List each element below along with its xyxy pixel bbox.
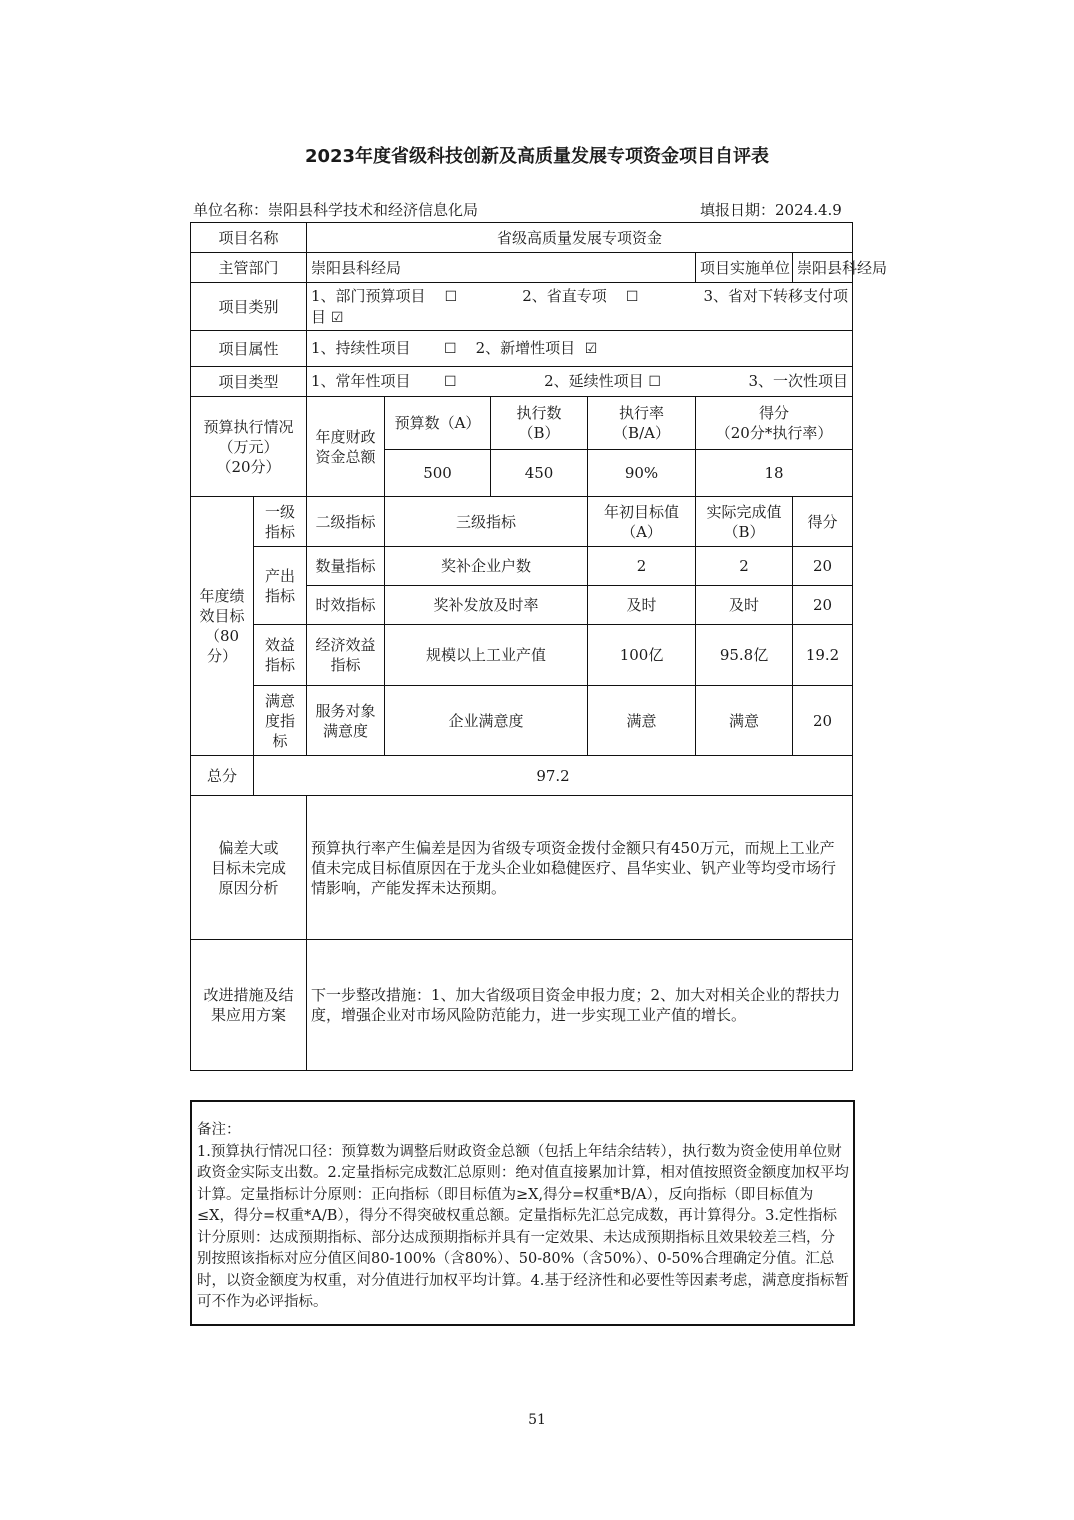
date-value: 2024.4.9 (775, 201, 842, 219)
budget-label: 预算执行情况 （万元） （20分） (191, 397, 307, 497)
budget-value-score: 18 (696, 450, 853, 497)
score-cell: 20 (793, 686, 853, 756)
checkbox-icon[interactable]: ☐ (443, 341, 457, 357)
page-number: 51 (528, 1412, 546, 1428)
header-score: 得分 (793, 497, 853, 547)
type-options (307, 367, 853, 397)
checkbox-icon[interactable]: ☐ (444, 288, 458, 305)
project-name-value: 省级高质量发展专项资金 (307, 223, 853, 253)
total-row (191, 756, 853, 796)
score-cell: 20 (793, 547, 853, 586)
checked-box-icon[interactable]: ☑ (330, 309, 344, 326)
budget-total-label: 年度财政资金总额 (307, 397, 385, 497)
header-level3: 三级指标 (385, 497, 588, 547)
level3-cell: 企业满意度 (385, 686, 588, 756)
impl-unit-value: 崇阳县科经局 (793, 253, 853, 283)
category-opt1: 1、部门预算项目 (311, 286, 426, 305)
checkbox-icon[interactable]: ☐ (648, 374, 661, 390)
deviation-label: 偏差大或 目标未完成 原因分析 (191, 796, 307, 940)
type-opt1: 1、常年性项目 (311, 372, 411, 390)
level1-satisfaction: 满意 度指 标 (254, 686, 307, 756)
level1-benefit: 效益 指标 (254, 625, 307, 686)
budget-value-rate: 90% (588, 450, 696, 497)
project-name-row (191, 223, 853, 253)
attribute-options (307, 331, 853, 367)
header-actual: 实际完成值 （B） (696, 497, 793, 547)
attribute-opt1: 1、持续性项目 (311, 339, 411, 357)
notes-box (190, 1100, 855, 1326)
target-cell: 2 (588, 547, 696, 586)
budget-col-rate: 执行率 （B/A） (588, 397, 696, 450)
actual-cell: 满意 (696, 686, 793, 756)
actual-cell: 及时 (696, 586, 793, 625)
header-level1: 一级 指标 (254, 497, 307, 547)
type-opt2: 2、延续性项目 (544, 372, 644, 390)
budget-col-a: 预算数（A） (385, 397, 491, 449)
improvement-row (191, 940, 853, 1071)
budget-value-a: 500 (385, 450, 491, 496)
target-cell: 及时 (588, 586, 696, 625)
checked-box-icon[interactable]: ☑ (584, 341, 598, 357)
budget-col-b: 执行数 （B） (516, 404, 562, 442)
category-opt3a: 3、省对下转移支付项 (703, 286, 849, 305)
type-row (191, 367, 853, 397)
level2-cell: 经济效益 指标 (307, 625, 385, 686)
unit-name (193, 199, 478, 220)
impl-unit-label: 项目实施单位 (696, 253, 793, 283)
dept-row (191, 253, 853, 283)
report-date (700, 199, 853, 220)
level2-cell: 数量指标 (307, 547, 385, 586)
improvement-label: 改进措施及结 果应用方案 (191, 940, 307, 1071)
attribute-label: 项目属性 (191, 331, 307, 367)
date-label: 填报日期： (700, 201, 776, 219)
category-label: 项目类别 (191, 283, 307, 331)
document-title: 2023年度省级科技创新及高质量发展专项资金项目自评表 (304, 146, 770, 167)
total-label: 总分 (191, 756, 254, 796)
category-opt2: 2、省直专项 (522, 286, 607, 305)
category-row (191, 283, 853, 331)
table-row (191, 547, 853, 586)
score-cell: 20 (793, 586, 853, 625)
actual-cell: 95.8亿 (696, 625, 793, 686)
attribute-opt2: 2、新增性项目 (475, 339, 576, 357)
level3-cell: 奖补企业户数 (385, 547, 588, 586)
level1-output: 产出 指标 (254, 547, 307, 625)
table-row (191, 625, 853, 686)
budget-value-b: 450 (524, 464, 554, 482)
performance-label: 年度绩效目标 （80分） (191, 497, 254, 756)
project-name-label: 项目名称 (191, 223, 307, 253)
header-target: 年初目标值 （A） (588, 497, 696, 547)
type-label: 项目类型 (191, 367, 307, 397)
level3-cell: 奖补发放及时率 (385, 586, 588, 625)
unit-label: 单位名称： (193, 201, 269, 219)
score-cell: 19.2 (793, 625, 853, 686)
level2-cell: 服务对象 满意度 (307, 686, 385, 756)
target-cell: 满意 (588, 686, 696, 756)
deviation-text: 预算执行率产生偏差是因为省级专项资金拨付金额只有450万元，而规上工业产值未完成目标值原因在于龙头企业如稳健医疗、昌华实业、钒产业等均受市场行情影响，产能发挥未达预期。 (307, 796, 853, 940)
table-row (191, 686, 853, 756)
self-evaluation-table (190, 222, 888, 1071)
budget-col-score: 得分 （20分*执行率） (696, 397, 853, 450)
improvement-text: 下一步整改措施：1、加大省级项目资金申报力度；2、加大对相关企业的帮扶力度，增强企业对市场风险防范能力，进一步实现工业产值的增长。 (307, 940, 853, 1071)
level3-cell: 规模以上工业产值 (385, 625, 588, 686)
notes-heading: 备注： (197, 1122, 241, 1138)
level2-cell: 时效指标 (307, 586, 385, 625)
attribute-row (191, 331, 853, 367)
category-opt3b: 目 (311, 307, 327, 326)
type-opt3: 3、一次性项目 (748, 372, 849, 390)
budget-cell-values (385, 450, 588, 497)
performance-header-row (191, 497, 853, 547)
checkbox-icon[interactable]: ☐ (443, 374, 457, 390)
checkbox-icon[interactable]: ☐ (625, 288, 639, 305)
unit-value: 崇阳县科学技术和经济信息化局 (268, 201, 479, 219)
target-cell: 100亿 (588, 625, 696, 686)
dept-value: 崇阳县科经局 (307, 253, 696, 283)
total-value: 97.2 (254, 756, 853, 796)
budget-header-row (191, 397, 853, 450)
dept-label: 主管部门 (191, 253, 307, 283)
header-level2: 二级指标 (307, 497, 385, 547)
actual-cell: 2 (696, 547, 793, 586)
notes-text: 1.预算执行情况口径：预算数为调整后财政资金总额（包括上年结余结转），执行数为资金使用单位财政资金实际支出数。2.定量指标完成数汇总原则：绝对值直接累加计算，相对值按照资金额度加权平均计算。定量指标计分原则：正向指标（即目标值为≥X,得分=权重*B/A），反向指标（即目标值为≤X，得分=权重*A/B），得分不得突破权重总额。定量指标先汇总完成数，再计算得分。3.定性指标计分原则：达成预期指标、部分达成预期指标并具有一定效果、未达成预期指标且效果较差三档，分别按照该指标对应分值区间80-100%（含80%）、50-80%（含50%）、0-50%合理确定分值。汇总时，以资金额度为权重，对分值进行加权平均计算。4.基于经济性和必要性等因素考虑，满意度指标暂可不作为必评指标。 (197, 1143, 849, 1310)
category-options (307, 283, 853, 331)
deviation-row (191, 796, 853, 940)
budget-cell-a (385, 397, 588, 450)
